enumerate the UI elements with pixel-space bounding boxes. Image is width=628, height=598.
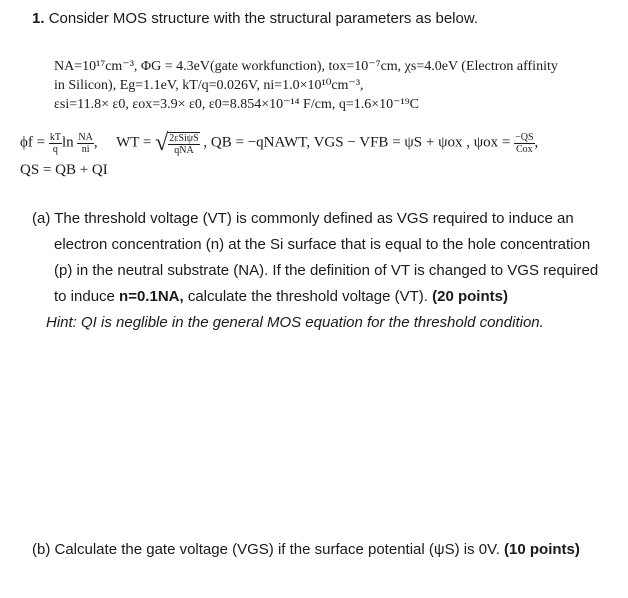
kt-over-q-fraction: $\frac{kT}{q}$ (49, 131, 61, 155)
equation-row-1: ϕf = $\frac{kT}{q}$ ln $\frac{NA}{ni}$ , WT = √ $\frac{\text{2εSiψS}}{\text{qNA}}$ , QB = −qNAWT, VGS − VFB = ψS + ψox , ψox = $\frac{-QS}{\text{Cox}}$ , (20, 130, 539, 156)
part-a-line-4-pre: to induce (54, 288, 120, 305)
part-a-line-3: (p) in the neutral substrate (NA). If the definition of VT is changed to VGS required (54, 262, 599, 279)
ln-operator: ln (61, 134, 74, 151)
part-a-line-4 (54, 284, 508, 310)
psi-ox-fraction: $\frac{-QS}{\text{Cox}}$ (515, 131, 534, 155)
params-line-2: in Silicon), Eg=1.1eV, kT/q=0.026V, ni=1.0×10¹⁰cm⁻³, (54, 78, 364, 93)
part-b (32, 537, 580, 563)
wt-sqrt: √ $\frac{\text{2εSiψS}}{\text{qNA}}$ (155, 130, 199, 156)
na-over-ni-fraction: $\frac{NA}{ni}$ (78, 131, 93, 155)
part-a-hint: Hint: QI is neglible in the general MOS equation for the threshold condition. (46, 314, 544, 331)
qs-equation: QS = QB + QI (20, 162, 108, 178)
part-b-points: (10 points) (504, 541, 580, 558)
part-a-line-2: electron concentration (n) at the Si surface that is equal to the hole concentration (54, 236, 591, 253)
wt-lhs: WT = (116, 134, 152, 151)
qb-equation: QB = −qNAWT, (210, 134, 311, 151)
psi-ox-lhs: ψox = (473, 134, 511, 151)
part-b-text: (b) Calculate the gate voltage (VGS) if the surface potential (ψS) is 0V. (32, 541, 505, 558)
params-line-3: εsi=11.8× ε0, εox=3.9× ε0, ε0=8.854×10⁻¹⁴ F/cm, q=1.6×10⁻¹⁹C (54, 97, 419, 112)
part-a-points: (20 points) (432, 288, 508, 305)
part-a-line-4-post: calculate the threshold voltage (VT). (183, 288, 433, 305)
question-title (32, 10, 478, 27)
params-line-1: NA=10¹⁷cm⁻³, ΦG = 4.3eV(gate workfunction), tox=10⁻⁷cm, χs=4.0eV (Electron affinity (54, 59, 558, 74)
question-number: 1. (32, 10, 45, 27)
part-a-condition: n=0.1NA, (119, 288, 184, 305)
vgs-equation: VGS − VFB = ψS + ψox , (313, 134, 470, 151)
phi-f-lhs: ϕf = (20, 134, 46, 151)
part-a-line-1: (a) The threshold voltage (VT) is commonly defined as VGS required to induce an (32, 210, 574, 227)
question-prompt: Consider MOS structure with the structural parameters as below. (48, 10, 479, 27)
